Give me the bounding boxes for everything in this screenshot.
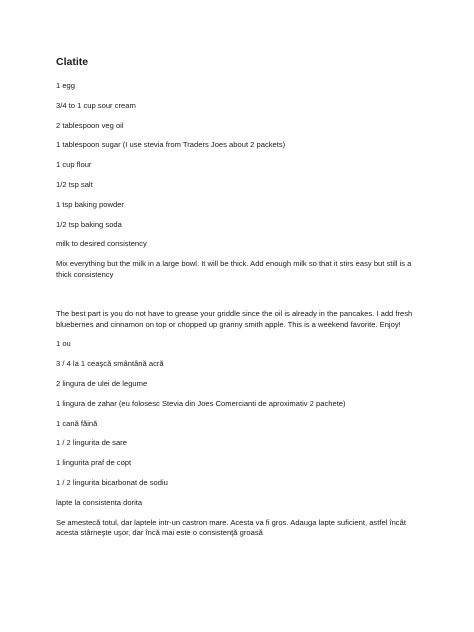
note-paragraph: The best part is you do not have to grease your griddle since the oil is already in the pancakes. I add fresh blueberries and cinnamon on top or chopped up granny smith apple. This is a weekend favorite. Enjoy! — [56, 309, 413, 329]
ingredient-line-ro: 2 lingura de ulei de legume — [56, 378, 148, 388]
ingredient-line: 1/2 tsp salt — [56, 179, 93, 189]
ingredient-line-ro: lapte la consistenta dorita — [56, 497, 143, 507]
ingredient-line-ro: 1 lingura de zahar (eu folosesc Stevia din Joes Comercianti de aproximativ 2 pachete) — [56, 398, 346, 408]
ingredient-line-ro: 3 / 4 la 1 ceaşcă smântână acră — [56, 359, 164, 369]
ingredient-line: 1 tsp baking powder — [56, 199, 124, 209]
instructions-paragraph-ro: Se amestecă totul, dar laptele intr-un castron mare. Acesta va fi gros. Adauga lapte suficient, astfel încât acesta stârneşte uşor, dar încă mai este o consistenţă groasă — [56, 517, 406, 537]
ingredient-line: 1/2 tsp baking soda — [56, 219, 122, 229]
ingredient-line: 1 egg — [56, 81, 76, 90]
ingredient-line-ro: 1 / 2 lingurita de sare — [56, 438, 127, 448]
ingredient-line-ro: 1 lingurita praf de copt — [56, 458, 132, 468]
recipe-title: Clatite — [56, 56, 89, 68]
ingredient-line: 1 tablespoon sugar (I use stevia from Traders Joes about 2 packets) — [56, 140, 286, 150]
ingredient-line-ro: 1 ou — [56, 339, 71, 349]
recipe-content — [56, 56, 428, 548]
ingredient-line: 1 cup flour — [56, 160, 92, 170]
ingredient-line-ro: 1 / 2 lingurita bicarbonat de sodiu — [56, 477, 168, 487]
ingredient-line-ro: 1 cană făină — [56, 418, 98, 428]
instructions-paragraph: Mix everything but the milk in a large bowl. It will be thick. Add enough milk so that it stirs easy but still is a thick consistency — [56, 259, 412, 279]
ingredient-line: 3/4 to 1 cup sour cream — [56, 100, 136, 110]
ingredient-line: 2 tablespoon veg oil — [56, 120, 124, 130]
ingredient-line: milk to desired consistency — [56, 239, 147, 249]
spacer — [56, 289, 428, 309]
